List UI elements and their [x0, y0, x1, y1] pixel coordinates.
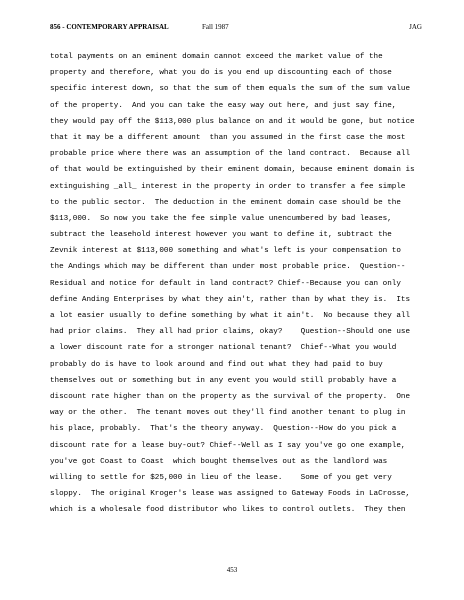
- text-line: a lower discount rate for a stronger national tenant? Chief--What you would: [50, 344, 397, 353]
- text-line: subtract the leasehold interest however you want to define it, subtract the: [50, 231, 392, 240]
- text-line: discount rate for a lease buy-out? Chief--Well as I say you've go one example,: [50, 441, 406, 450]
- text-line: willing to settle for $25,000 in lieu of the lease. Some of you get very: [50, 473, 392, 482]
- text-line: define Anding Enterprises by what they ain't, rather than by what they is. Its: [50, 295, 411, 304]
- text-line: the Andings which may be different than under most probable price. Question--: [50, 263, 406, 272]
- text-line: had prior claims. They all had prior claims, okay? Question--Should one use: [50, 328, 411, 337]
- text-line: themselves out or something but in any event you would still probably have a: [50, 376, 397, 385]
- text-line: Residual and notice for default in land contract? Chief--Because you can only: [50, 279, 401, 288]
- author-initials: JAG: [409, 23, 422, 31]
- journal-title: 856 - CONTEMPORARY APPRAISAL: [50, 23, 169, 31]
- text-line: Zevnik interest at $113,000 something and what's left is your compensation to: [50, 247, 401, 256]
- page-header: [50, 23, 422, 35]
- text-line: extinguishing _all_ interest in the property in order to transfer a fee simple: [50, 182, 406, 191]
- text-line: total payments on an eminent domain cannot exceed the market value of the: [50, 53, 383, 61]
- text-line: discount rate higher than on the property as the survival of the property. One: [50, 392, 411, 401]
- text-line: that it may be a different amount than you assumed in the first case the most: [50, 133, 406, 142]
- text-line: probable price where there was an assumption of the land contract. Because all: [50, 150, 411, 159]
- text-line: you've got Coast to Coast which bought themselves out as the landlord was: [50, 457, 388, 466]
- text-line: of that would be extinguished by their eminent domain, because eminent domain is: [50, 166, 415, 175]
- text-line: property and therefore, what you do is you end up discounting each of those: [50, 69, 392, 78]
- text-line: to the public sector. The deduction in the eminent domain case should be the: [50, 198, 401, 207]
- text-line: they would pay off the $113,000 plus balance on and it would be gone, but notice: [50, 117, 415, 126]
- text-line: of the property. And you can take the easy way out here, and just say fine,: [50, 101, 397, 110]
- page-number: 453: [226, 566, 238, 574]
- text-line: way or the other. The tenant moves out they'll find another tenant to plug in: [50, 409, 406, 418]
- text-line: specific interest down, so that the sum of them equals the sum of the sum value: [50, 85, 411, 94]
- text-line: a lot easier usually to define something by what it ain't. No because they all: [50, 312, 411, 320]
- text-line: his place, probably. That's the theory anyway. Question--How do you pick a: [50, 425, 397, 434]
- text-line: sloppy. The original Kroger's lease was assigned to Gateway Foods in LaCrosse,: [50, 490, 411, 499]
- text-line: which is a wholesale food distributor who likes to control outlets. They then: [50, 506, 406, 515]
- text-line: probably do is have to look around and find out what they had paid to buy: [50, 360, 383, 369]
- issue-date: Fall 1987: [202, 23, 229, 31]
- text-line: $113,000. So now you take the fee simple value unencumbered by bad leases,: [50, 214, 392, 223]
- transcript-body: [50, 49, 430, 518]
